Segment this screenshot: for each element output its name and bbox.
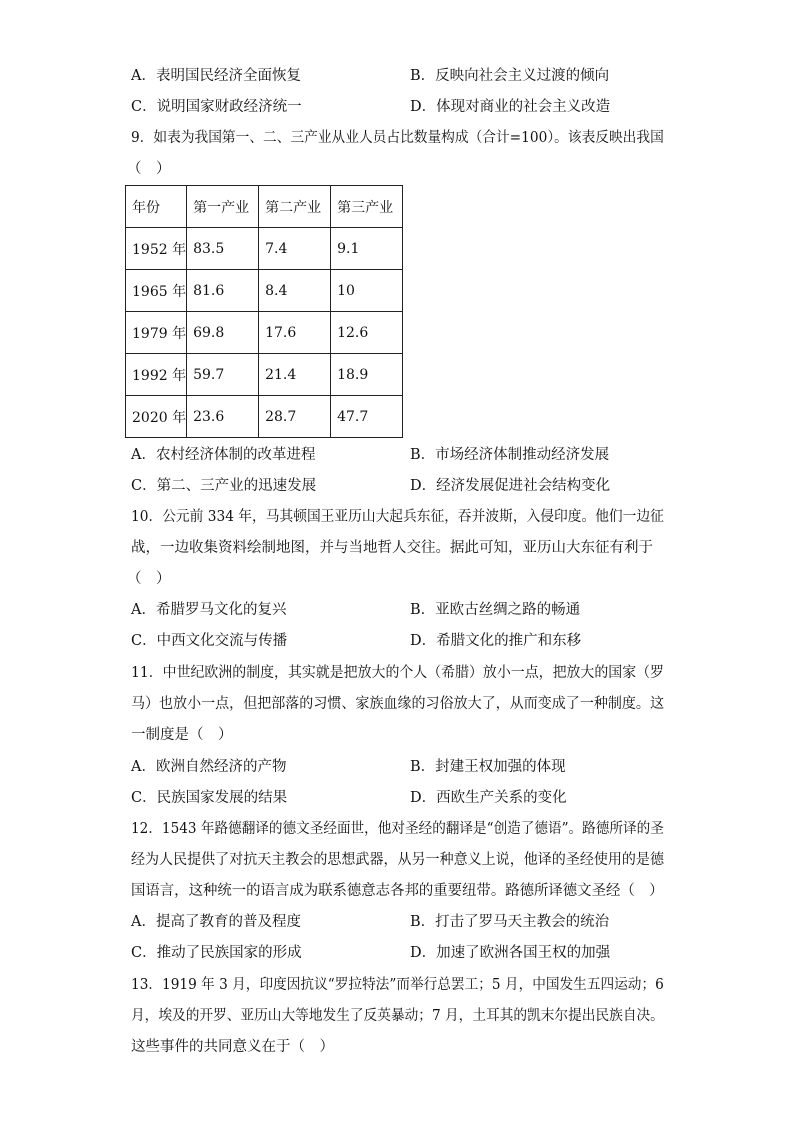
table-header-cell: 年份 bbox=[126, 186, 187, 228]
q12-stem-line-3: 国语言，这种统一的语言成为联系德意志各邦的重要纽带。路德所译德文圣经（ ） bbox=[131, 883, 664, 899]
q9-option-b[interactable]: B．市场经济体制推动经济发展 bbox=[410, 447, 610, 463]
table-header-cell: 第二产业 bbox=[259, 186, 331, 228]
q10-stem-line-2: 战，一边收集资料绘制地图，并与当地哲人交往。据此可知，亚历山大东征有利于 bbox=[131, 540, 653, 556]
table-cell: 1965 年 bbox=[126, 270, 187, 312]
table-header-row bbox=[126, 186, 403, 228]
table-cell: 1952 年 bbox=[126, 228, 187, 270]
table-cell: 83.5 bbox=[187, 228, 259, 270]
table-cell: 7.4 bbox=[259, 228, 331, 270]
employment-table bbox=[125, 185, 403, 438]
table-header-cell: 第三产业 bbox=[331, 186, 403, 228]
q8-option-d[interactable]: D．体现对商业的社会主义改造 bbox=[410, 99, 611, 115]
table-cell: 23.6 bbox=[187, 396, 259, 438]
q11-option-a[interactable]: A．欧洲自然经济的产物 bbox=[131, 759, 287, 775]
q11-stem-line-2: 马）也放小一点，但把部落的习惯、家族血缘的习俗放大了，从而变成了一种制度。这 bbox=[131, 696, 664, 712]
q8-option-b[interactable]: B．反映向社会主义过渡的倾向 bbox=[410, 68, 610, 84]
q12-option-b[interactable]: B．打击了罗马天主教会的统治 bbox=[410, 914, 610, 930]
q11-option-c[interactable]: C．民族国家发展的结果 bbox=[131, 790, 288, 806]
table-cell: 12.6 bbox=[331, 312, 403, 354]
table-row bbox=[126, 270, 403, 312]
q9-answer-blank: （ ） bbox=[127, 161, 171, 177]
table-cell: 1992 年 bbox=[126, 354, 187, 396]
table-cell: 9.1 bbox=[331, 228, 403, 270]
table-cell: 2020 年 bbox=[126, 396, 187, 438]
q12-option-d[interactable]: D．加速了欧洲各国王权的加强 bbox=[410, 945, 611, 961]
table-cell: 69.8 bbox=[187, 312, 259, 354]
q10-option-b[interactable]: B．亚欧古丝绸之路的畅通 bbox=[410, 602, 581, 618]
q13-stem-line-1: 13．1919 年 3 月，印度因抗议“罗拉特法”而举行总罢工；5 月，中国发生五四运动；6 bbox=[131, 977, 664, 993]
q12-stem-line-2: 经为人民提供了对抗天主教会的思想武器，从另一种意义上说，他译的圣经使用的是德 bbox=[131, 852, 664, 868]
table-cell: 59.7 bbox=[187, 354, 259, 396]
q10-option-d[interactable]: D．希腊文化的推广和东移 bbox=[410, 633, 582, 649]
table-row bbox=[126, 396, 403, 438]
table-cell: 18.9 bbox=[331, 354, 403, 396]
q9-option-c[interactable]: C．第二、三产业的迅速发展 bbox=[131, 478, 317, 494]
q9-stem: 9．如表为我国第一、二、三产业从业人员占比数量构成（合计=100）。该表反映出我国 bbox=[131, 130, 664, 146]
q13-stem-line-3: 这些事件的共同意义在于（ ） bbox=[131, 1039, 334, 1055]
table-cell: 17.6 bbox=[259, 312, 331, 354]
q10-stem-line-1: 10．公元前 334 年，马其顿国王亚历山大起兵东征，吞并波斯，入侵印度。他们一边征 bbox=[131, 509, 664, 525]
table-row bbox=[126, 228, 403, 270]
q11-stem-line-3: 一制度是（ ） bbox=[131, 727, 233, 743]
q12-stem-line-1: 12．1543 年路德翻译的德文圣经面世，他对圣经的翻译是“创造了德语”。路德所译的圣 bbox=[131, 821, 664, 837]
q8-option-a[interactable]: A．表明国民经济全面恢复 bbox=[131, 68, 301, 84]
q13-stem-line-2: 月，埃及的开罗、亚历山大等地发生了反英暴动；7 月，土耳其的凯末尔提出民族自决。 bbox=[131, 1008, 664, 1024]
table-row bbox=[126, 354, 403, 396]
table-cell: 10 bbox=[331, 270, 403, 312]
table-cell: 21.4 bbox=[259, 354, 331, 396]
table-cell: 28.7 bbox=[259, 396, 331, 438]
q10-answer-blank: （ ） bbox=[127, 571, 171, 587]
q9-option-a[interactable]: A．农村经济体制的改革进程 bbox=[131, 447, 316, 463]
q11-stem-line-1: 11．中世纪欧洲的制度，其实就是把放大的个人（希腊）放小一点，把放大的国家（罗 bbox=[131, 665, 664, 681]
table-cell: 81.6 bbox=[187, 270, 259, 312]
table-row bbox=[126, 312, 403, 354]
q8-option-c[interactable]: C．说明国家财政经济统一 bbox=[131, 99, 302, 115]
q10-option-c[interactable]: C．中西文化交流与传播 bbox=[131, 633, 288, 649]
table-header-cell: 第一产业 bbox=[187, 186, 259, 228]
table-cell: 1979 年 bbox=[126, 312, 187, 354]
q12-option-c[interactable]: C．推动了民族国家的形成 bbox=[131, 945, 302, 961]
q11-option-d[interactable]: D．西欧生产关系的变化 bbox=[410, 790, 567, 806]
q10-option-a[interactable]: A．希腊罗马文化的复兴 bbox=[131, 602, 287, 618]
table-cell: 8.4 bbox=[259, 270, 331, 312]
q12-option-a[interactable]: A．提高了教育的普及程度 bbox=[131, 914, 301, 930]
q9-option-d[interactable]: D．经济发展促进社会结构变化 bbox=[410, 478, 611, 494]
q11-option-b[interactable]: B．封建王权加强的体现 bbox=[410, 759, 566, 775]
table-cell: 47.7 bbox=[331, 396, 403, 438]
